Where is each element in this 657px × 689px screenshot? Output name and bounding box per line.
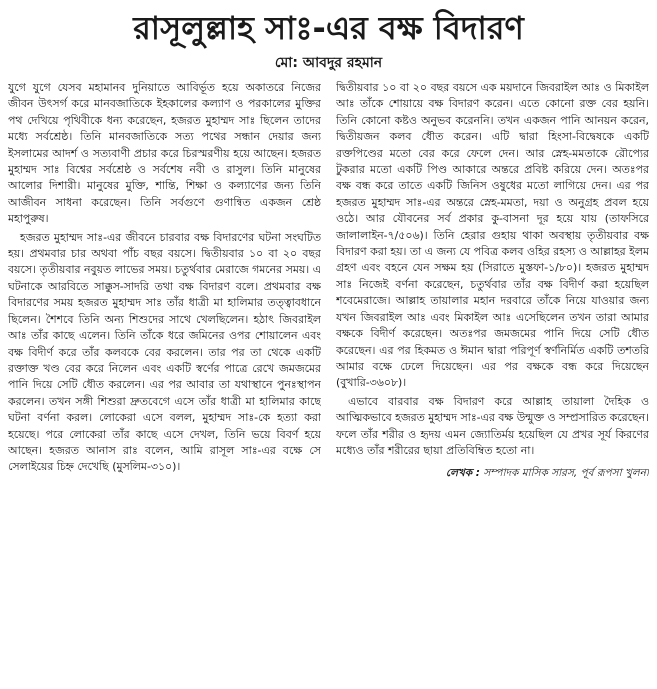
right-column: [336, 80, 649, 670]
paragraph: যুগে যুগে যেসব মহামানব দুনিয়াতে আবির্ভূত হয়ে অকাতরে নিজের জীবন উৎসর্গ করে মানবজাতিকে ইহকালের কল্যাণ ও পরকালের মুক্তির পথ দেখিয়ে পৃথিবীকে ধন্য করেছেন, হজরত মুহাম্মদ সাঃ ছিলেন তাদের মধ্যে সর্বশ্রেষ্ঠ। তিনি মানবজাতিকে সত্য পথের সন্ধান দেয়ার জন্য ইসলামের আদর্শ ও সত্যবাণী প্রচার করে চিরস্মরণীয় হয়ে আছেন। হজরত মুহাম্মদ সাঃ বিশ্বের সর্বশ্রেষ্ঠ ও সর্বশেষ নবী ও রাসুল। তিনি মানুষের আলোর দিশারী। মানুষের মুক্তি, শান্তি, শিক্ষা ও কল্যাণের জন্য তিনি আজীবন সাধনা করেছেন। তিনি সর্বগুণে গুণান্বিত একজন শ্রেষ্ঠ মহাপুরুষ।: [8, 81, 321, 226]
paragraph: হজরত মুহাম্মদ সাঃ-এর জীবনে চারবার বক্ষ বিদারণের ঘটনা সংঘটিত হয়। প্রথমবার চার অথবা পাঁচ বছর বয়সে। দ্বিতীয়বার ১০ বা ২০ বছর বয়সে। তৃতীয়বার নবুয়ত লাভের সময়। চতুর্থবার মেরাজে গমনের সময়। এ ঘটনাকে আরবিতে সাক্কুস-সাদরি তথা বক্ষ বিদারণ বলে। প্রথমবার বক্ষ বিদারণের সময় হজরত মুহাম্মদ সাঃ তাঁর ধাত্রী মা হালিমার তত্ত্বাবধানে ছিলেন। শৈশবে তিনি অন্য শিশুদের সাথে খেলছিলেন। হঠাৎ জিবরাইল আঃ তাঁর কাছে এলেন। তিনি তাঁকে ধরে জমিনের ওপর শোয়ালেন এবং বক্ষ বিদীর্ণ করে তাঁর কলবকে বের করলেন। তার পর তা থেকে একটি রক্তাক্ত খণ্ড বের করে নিলেন এবং একটি স্বর্ণের পাত্রে রেখে জমজমের পানি দিয়ে সেটি ধৌত করলেন। এর পর আবার তা যথাস্থানে পুনঃস্থাপন করলেন। তখন সঙ্গী শিশুরা দ্রুতবেগে এসে তাঁর ধাত্রী মা হালিমার কাছে ঘটনা বর্ণনা করল। লোকেরা এসে বলল, মুহাম্মদ সাঃ-কে হত্যা করা হয়েছে। পরে লোকেরা তাঁর কাছে এসে দেখল, তিনি ভয়ে বিবর্ণ হয়ে আছেন। হজরত আনাস রাঃ বলেন, আমি রাসূল সাঃ-এর বক্ষে সে সেলাইয়ের চিহ্ন দেখেছি (মুসলিম-৩১০)।: [8, 230, 321, 474]
left-column: [8, 80, 321, 670]
article-headline: রাসূলুল্লাহ সাঃ-এর বক্ষ বিদারণ: [133, 9, 524, 47]
author-credit: [336, 465, 649, 481]
paragraph: দ্বিতীয়বার ১০ বা ২০ বছর বয়সে এক ময়দানে জিবরাইল আঃ ও মিকাইল আঃ তাঁকে শোয়ায়ে বক্ষ বিদারণ করেন। এতে কোনো রক্ত বের হয়নি। তিনি কোনো কষ্টও অনুভব করেননি। তখন একজন পানি আনয়ন করেন, দ্বিতীয়জন কলব ধৌত করেন। এটি দ্বারা হিংসা-বিদ্বেষকে একটি রক্তপিণ্ডের মতো বের করে ফেলে দেন। আর স্নেহ-মমতাকে রৌপ্যের টুকরার মতো একটি পিণ্ড আকারে অন্তরে প্রবিষ্ট করিয়ে দেন। অতঃপর বক্ষ বন্ধ করে তাতে একটি জিনিস ওষুধের মতো লাগিয়ে দেন। এর পর হজরত মুহাম্মদ সাঃ-এর অন্তরে স্নেহ-মমতা, দয়া ও অনুগ্রহ প্রবল হয়ে ওঠে। আর যৌবনের সর্ব প্রকার কু-বাসনা দূর হয়ে যায় (তাফসিরে জালালাইন-৭/৫০৬)। তিনি হেরার গুহায় থাকা অবস্থায় তৃতীয়বার বক্ষ বিদারণ করা হয়। তা এ জন্য যে পবিত্র কলব ওহির রহস্য ও আল্লাহর ইলম গ্রহণ এবং বহনে যেন সক্ষম হয় (সিরাতে মুস্তফা-১/৮০)। হজরত মুহাম্মদ সাঃ নিজেই বর্ণনা করেছেন, চতুর্থবার তাঁর বক্ষ বিদীর্ণ করা হয়েছিল শবেমেরাজে। আল্লাহ তায়ালার মহান দরবারে তাঁকে নিয়ে যাওয়ার জন্য যখন জিবরাইল আঃ এবং মিকাইল আঃ এসেছিলেন তখন তারা আমার বক্ষকে বিদীর্ণ করেছেন। অতঃপর জমজমের পানি দিয়ে সেটি ধৌত করেছেন। এর পর হিকমত ও ঈমান দ্বারা পরিপূর্ণ স্বর্ণনির্মিত একটি তশতরি আমার বক্ষে ঢেলে দিয়েছেন। এর পর বক্ষকে বন্ধ করে দিয়েছেন (বুখারি-৩৬০৮)।: [336, 81, 649, 390]
paragraph: এভাবে বারবার বক্ষ বিদারণ করে আল্লাহ তায়ালা দৈহিক ও আত্মিকভাবে হজরত মুহাম্মদ সাঃ-এর বক্ষ উন্মুক্ত ও সম্প্রসারিত করেছেন। ফলে তাঁর শরীর ও হৃদয় এমন জ্যোতির্ময় হয়েছিল যে প্রখর সূর্য কিরণের মধ্যেও তাঁর শরীরের ছায়া প্রতিবিম্বিত হতো না।: [336, 394, 649, 457]
article-byline: মো: আবদুর রহমান: [274, 55, 383, 71]
author-credit-label: লেখক :: [445, 467, 480, 480]
author-credit-text: সম্পাদক মাসিক সারস, পূর্ব রূপসা খুলনা: [483, 467, 649, 480]
article-body: [8, 80, 649, 670]
